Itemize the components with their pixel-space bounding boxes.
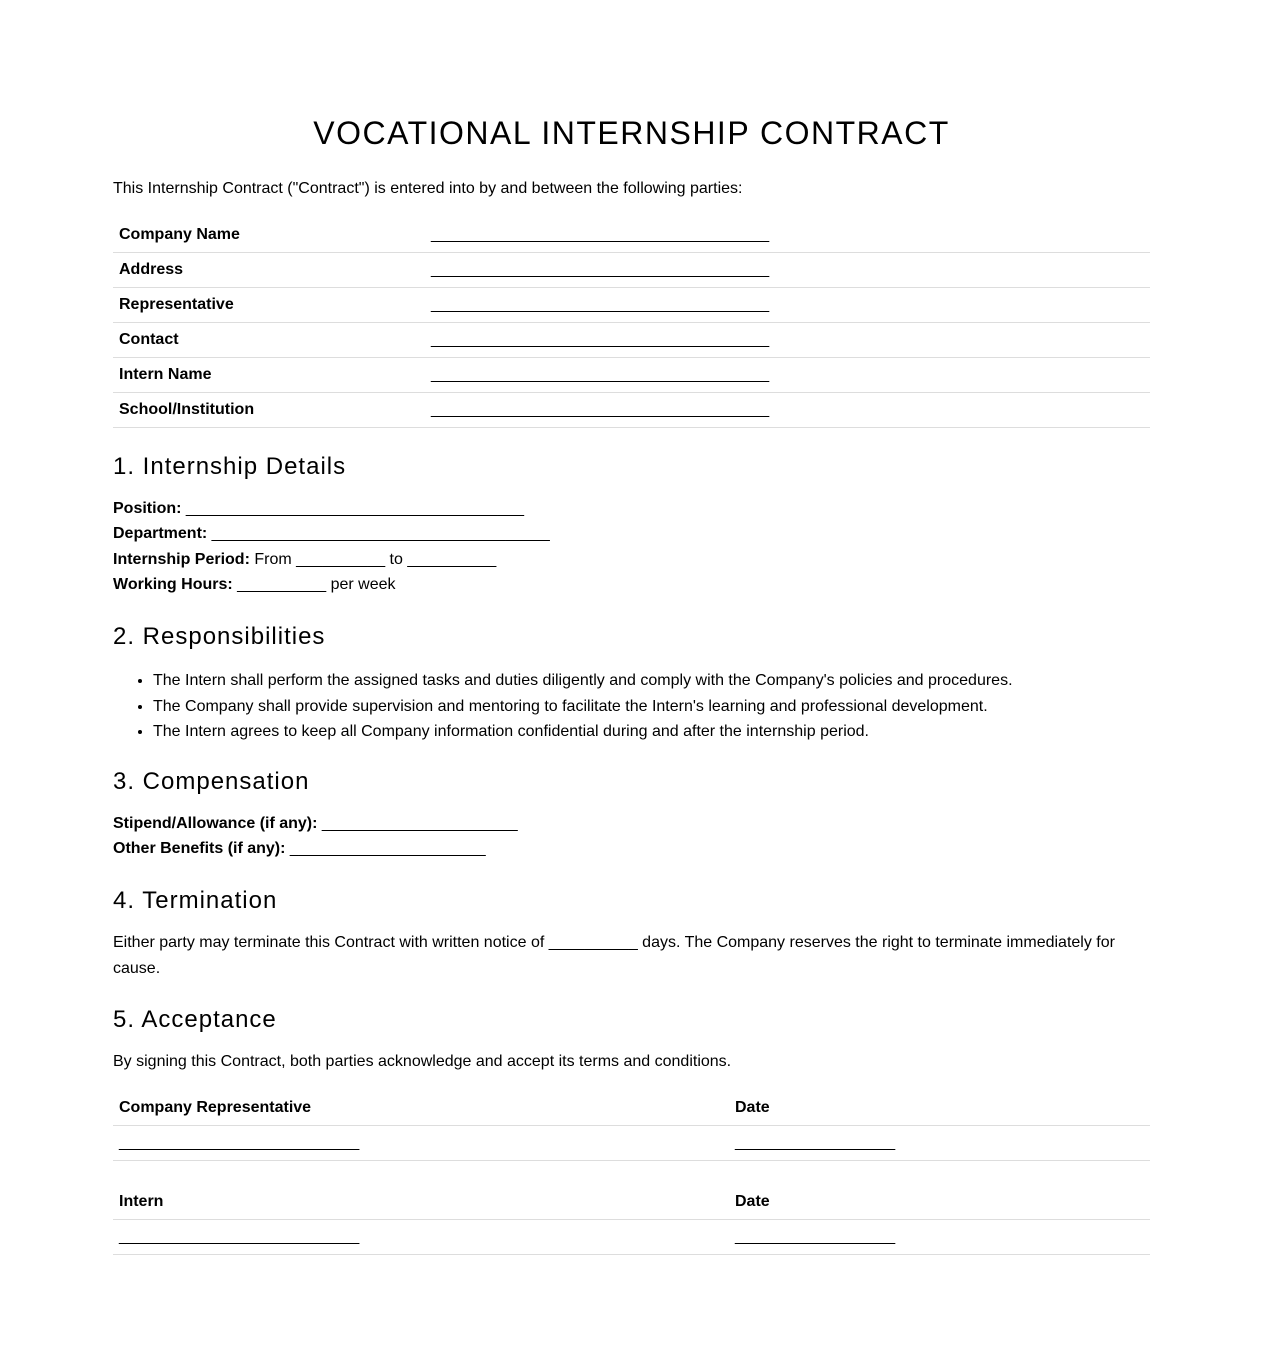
table-row [113, 1185, 1150, 1220]
per-week-label: per week [326, 576, 396, 593]
date-label: Date [729, 1185, 1150, 1220]
table-row [113, 1126, 1150, 1161]
date-label: Date [729, 1091, 1150, 1126]
section-heading-internship-details: 1. Internship Details [113, 453, 347, 480]
company-name-field[interactable]: ______________________________________ [425, 218, 1150, 253]
intern-label: Intern [113, 1185, 729, 1220]
intern-date-field[interactable]: __________________ [729, 1220, 1150, 1255]
responsibilities-list [113, 668, 1013, 745]
field-label: Intern Name [113, 358, 425, 393]
field-label: Representative [113, 288, 425, 323]
table-row [113, 1091, 1150, 1126]
acceptance-text: By signing this Contract, both parties acknowledge and accept its terms and conditions. [113, 1053, 732, 1070]
list-item: • The Intern shall perform the assigned tasks and duties diligently and comply with the Company's policies and procedures. [153, 668, 1013, 694]
document-title: VOCATIONAL INTERNSHIP CONTRACT [313, 115, 950, 151]
signature-table-intern [113, 1185, 1150, 1255]
company-representative-label: Company Representative [113, 1091, 729, 1126]
table-row [113, 1220, 1150, 1255]
intern-name-field[interactable]: ______________________________________ [425, 358, 1150, 393]
field-label: Address [113, 253, 425, 288]
intro-text: This Internship Contract ("Contract") is entered into by and between the following parties: [113, 180, 743, 197]
table-row [113, 323, 1150, 358]
to-label: to [385, 551, 408, 568]
table-row [113, 288, 1150, 323]
period-from-field[interactable]: __________ [296, 551, 386, 568]
stipend-field[interactable]: ______________________ [317, 815, 518, 832]
address-field[interactable]: ______________________________________ [425, 253, 1150, 288]
company-representative-signature-field[interactable]: ___________________________ [113, 1126, 729, 1161]
from-label: From [249, 551, 297, 568]
position-field[interactable]: ______________________________________ [181, 500, 525, 517]
working-hours-field[interactable]: __________ [232, 576, 327, 593]
field-label: School/Institution [113, 393, 425, 428]
school-institution-field[interactable]: ______________________________________ [425, 393, 1150, 428]
section-heading-termination: 4. Termination [113, 887, 278, 914]
other-benefits-line [113, 839, 486, 859]
working-hours-line [113, 575, 396, 595]
signature-table-company [113, 1091, 1150, 1161]
table-row [113, 218, 1150, 253]
termination-text [113, 930, 1150, 982]
termination-text-before: Either party may terminate this Contract with written notice of [113, 934, 549, 951]
other-benefits-field[interactable]: ______________________ [285, 840, 486, 857]
section-heading-acceptance: 5. Acceptance [113, 1006, 277, 1033]
stipend-line [113, 814, 518, 834]
table-row [113, 358, 1150, 393]
stipend-label: Stipend/Allowance (if any): [113, 815, 318, 832]
section-heading-compensation: 3. Compensation [113, 768, 310, 795]
intern-signature-field[interactable]: ___________________________ [113, 1220, 729, 1255]
internship-period-line [113, 550, 496, 570]
table-row [113, 393, 1150, 428]
section-heading-responsibilities: 2. Responsibilities [113, 623, 326, 650]
table-row [113, 253, 1150, 288]
position-label: Position: [113, 500, 182, 517]
internship-period-label: Internship Period: [113, 551, 250, 568]
representative-field[interactable]: ______________________________________ [425, 288, 1150, 323]
period-to-field[interactable]: __________ [407, 551, 497, 568]
department-field[interactable]: ______________________________________ [207, 525, 550, 542]
field-label: Contact [113, 323, 425, 358]
termination-text-after: days. The Company reserves the right to terminate immediately for cause. [113, 934, 1115, 977]
department-line [113, 524, 550, 544]
position-line [113, 499, 524, 519]
parties-table [113, 218, 1150, 428]
list-item: • The Intern agrees to keep all Company information confidential during and after the internship period. [153, 719, 1013, 745]
department-label: Department: [113, 525, 208, 542]
other-benefits-label: Other Benefits (if any): [113, 840, 286, 857]
working-hours-label: Working Hours: [113, 576, 233, 593]
notice-days-field[interactable]: __________ [548, 934, 638, 951]
list-item: • The Company shall provide supervision and mentoring to facilitate the Intern's learning and professional development. [153, 694, 1013, 720]
field-label: Company Name [113, 218, 425, 253]
contact-field[interactable]: ______________________________________ [425, 323, 1150, 358]
company-date-field[interactable]: __________________ [729, 1126, 1150, 1161]
